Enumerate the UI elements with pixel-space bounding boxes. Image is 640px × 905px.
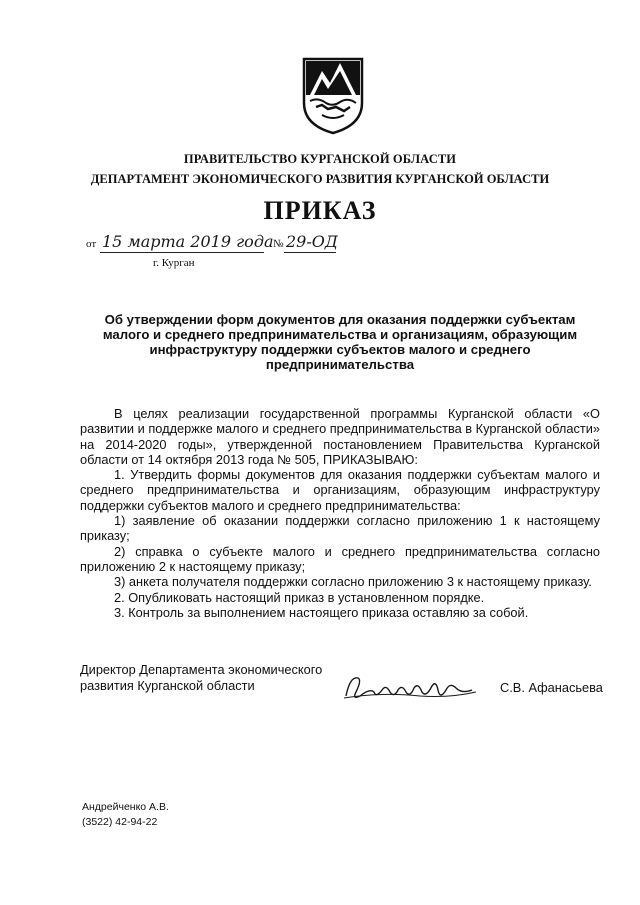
signatory-name: С.В. Афанасьева <box>500 680 603 695</box>
order-subitem-2: 2) справка о субъекте малого и среднего предпринимательства согласно приложению 2 к настоящему приказу; <box>80 543 600 574</box>
executor-info <box>82 800 169 830</box>
order-item-3: 3. Контроль за выполнением настоящего приказа оставляю за собой. <box>114 604 529 620</box>
order-subitem-1: 1) заявление об оказании поддержки согласно приложению 1 к настоящему приказу; <box>80 513 600 544</box>
number-label: № <box>273 238 284 250</box>
order-subject: Об утверждении форм документов для оказания поддержки субъектам малого и среднего предпринимательства и организациям, образующим инфраструктуру поддержки субъектов малого и среднего предпринимательства <box>102 312 578 372</box>
order-item-2: 2. Опубликовать настоящий приказ в установленном порядке. <box>114 589 485 605</box>
handwritten-signature <box>340 670 480 704</box>
preamble-paragraph: В целях реализации государственной программы Курганской области «О развитии и поддержке малого и среднего предпринимательства в Курганской области» на 2014-2020 годы», утвержденной постановлением Правительства Курганской области от 14 октября 2013 года № 505, ПРИКАЗЫВАЮ: <box>80 406 600 467</box>
handwritten-date: 15 марта 2019 года <box>102 232 274 251</box>
executor-phone: (3522) 42-94-22 <box>82 816 158 828</box>
executor-name: Андрейченко А.В. <box>82 801 169 813</box>
coat-of-arms-emblem <box>300 55 366 135</box>
order-item-1: 1. Утвердить формы документов для оказания поддержки субъектам малого и среднего предпринимательства и организациям, образующим инфраструктуру поддержки субъектов малого и среднего предпринимательства: <box>80 467 600 513</box>
signatory-title-line-2: развития Курганской области <box>80 678 255 693</box>
signatory-title <box>80 662 322 694</box>
city-name: г. Курган <box>153 257 195 269</box>
org-name-department: ДЕПАРТАМЕНТ ЭКОНОМИЧЕСКОГО РАЗВИТИЯ КУРГАНСКОЙ ОБЛАСТИ <box>90 172 550 186</box>
order-subitem-3: 3) анкета получателя поддержки согласно приложению 3 к настоящему приказу. <box>114 574 592 590</box>
order-body <box>80 406 600 620</box>
date-label: от <box>86 238 97 250</box>
date-underline <box>100 252 264 253</box>
handwritten-number: 29-ОД <box>286 232 338 251</box>
org-name-government: ПРАВИТЕЛЬСТВО КУРГАНСКОЙ ОБЛАСТИ <box>183 152 457 166</box>
document-type-title: ПРИКАЗ <box>263 196 377 225</box>
registration-line <box>86 232 386 266</box>
number-underline <box>284 252 336 253</box>
signatory-title-line-1: Директор Департамента экономического <box>80 662 323 677</box>
